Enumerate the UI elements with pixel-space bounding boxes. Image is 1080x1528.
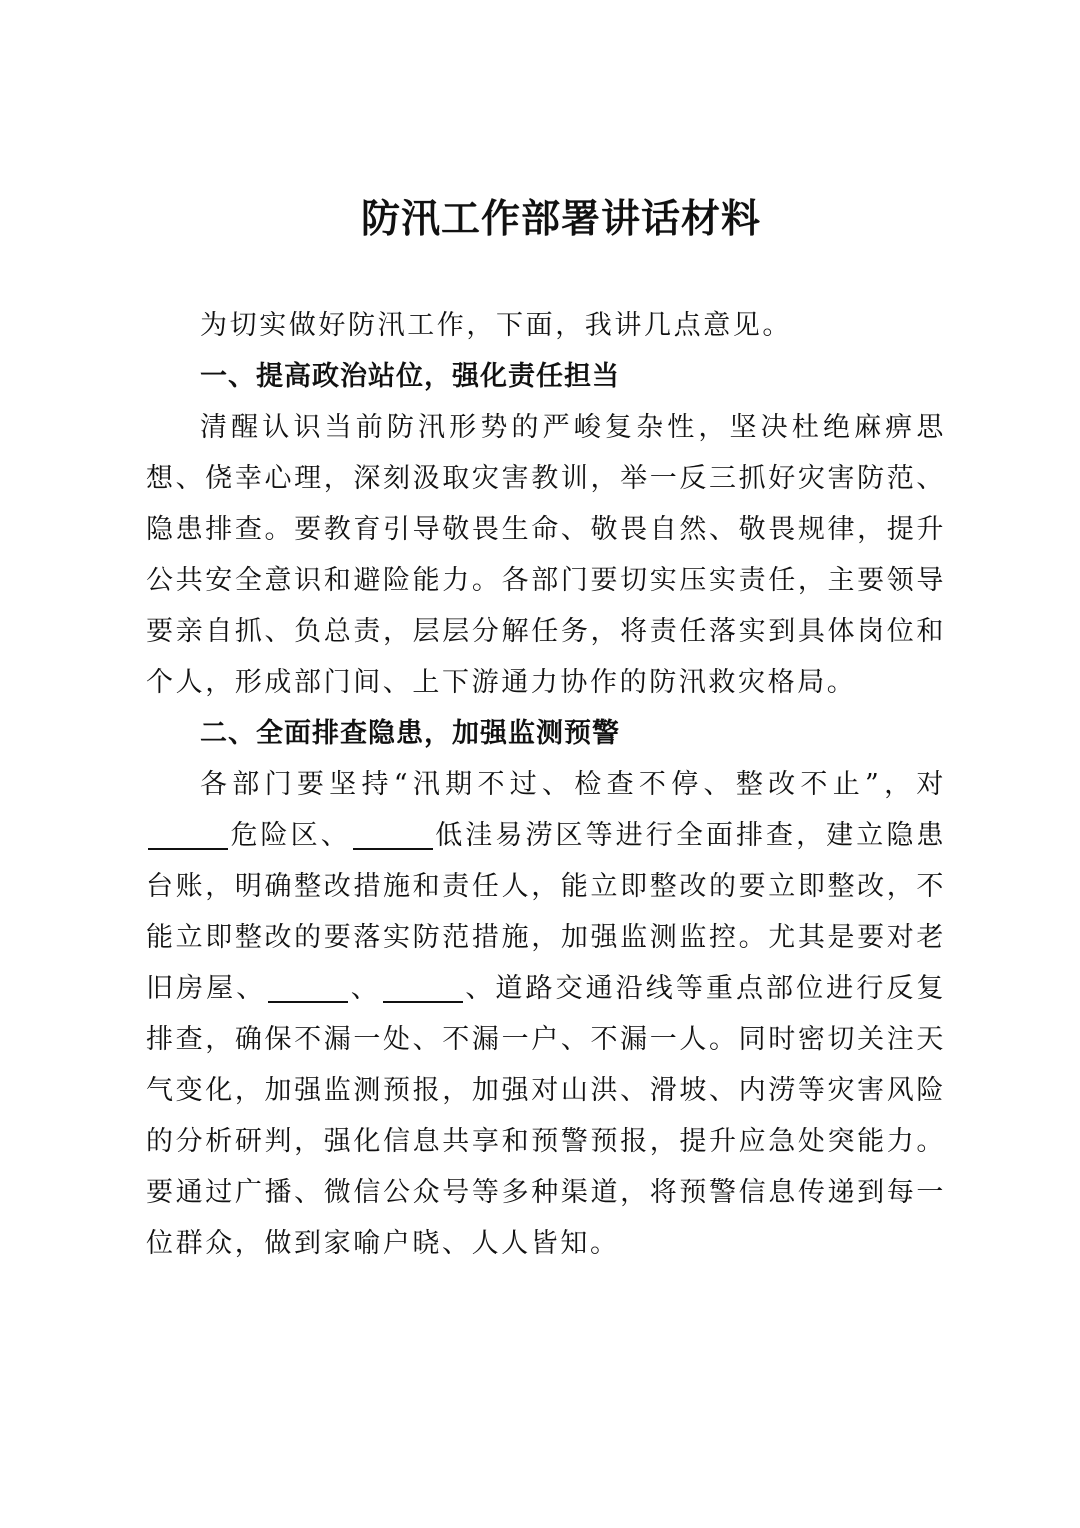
section-2-paragraph [146, 759, 946, 1269]
fill-in-blank-1 [148, 818, 228, 850]
section-1-paragraph: 清醒认识当前防汛形势的严峻复杂性，坚决杜绝麻痹思想、侥幸心理，深刻汲取灾害教训，举一反三抓好灾害防范、隐患排查。要教育引导敬畏生命、敬畏自然、敬畏规律，提升公共安全意识和避险能力。各部门要切实压实责任，主要领导要亲自抓、负总责，层层分解任务，将责任落实到具体岗位和个人，形成部门间、上下游通力协作的防汛救灾格局。 [146, 412, 946, 698]
section-1-heading: 一、提高政治站位，强化责任担当 [200, 361, 620, 392]
fill-in-blank-3 [268, 971, 348, 1003]
section-2-heading: 二、全面排查隐患，加强监测预警 [200, 718, 620, 749]
section-2-text-part-4: 、 [350, 973, 381, 1004]
section-2-text-part-5: 、道路交通沿线等重点部位进行反复排查，确保不漏一处、不漏一户、不漏一人。同时密切关注天气变化，加强监测预报，加强对山洪、滑坡、内涝等灾害风险的分析研判，强化信息共享和预警预报，提升应急处突能力。要通过广播、微信公众号等多种渠道，将预警信息传递到每一位群众，做到家喻户晓、人人皆知。 [146, 973, 946, 1259]
fill-in-blank-2 [353, 818, 433, 850]
section-2-text-part-3: 低洼易涝区等进行全面排查，建立隐患台账，明确整改措施和责任人，能立即整改的要立即整改，不能立即整改的要落实防范措施，加强监测监控。尤其是要对老旧房屋、 [146, 820, 946, 1004]
section-2-text-part-2: 危险区、 [230, 820, 351, 851]
section-2-text-part-1: 各部门要坚持“汛期不过、检查不停、整改不止”，对 [200, 769, 946, 800]
intro-paragraph: 为切实做好防汛工作，下面，我讲几点意见。 [200, 310, 792, 341]
document-body [146, 190, 946, 1269]
fill-in-blank-4 [383, 971, 463, 1003]
document-title: 防汛工作部署讲话材料 [360, 196, 761, 242]
